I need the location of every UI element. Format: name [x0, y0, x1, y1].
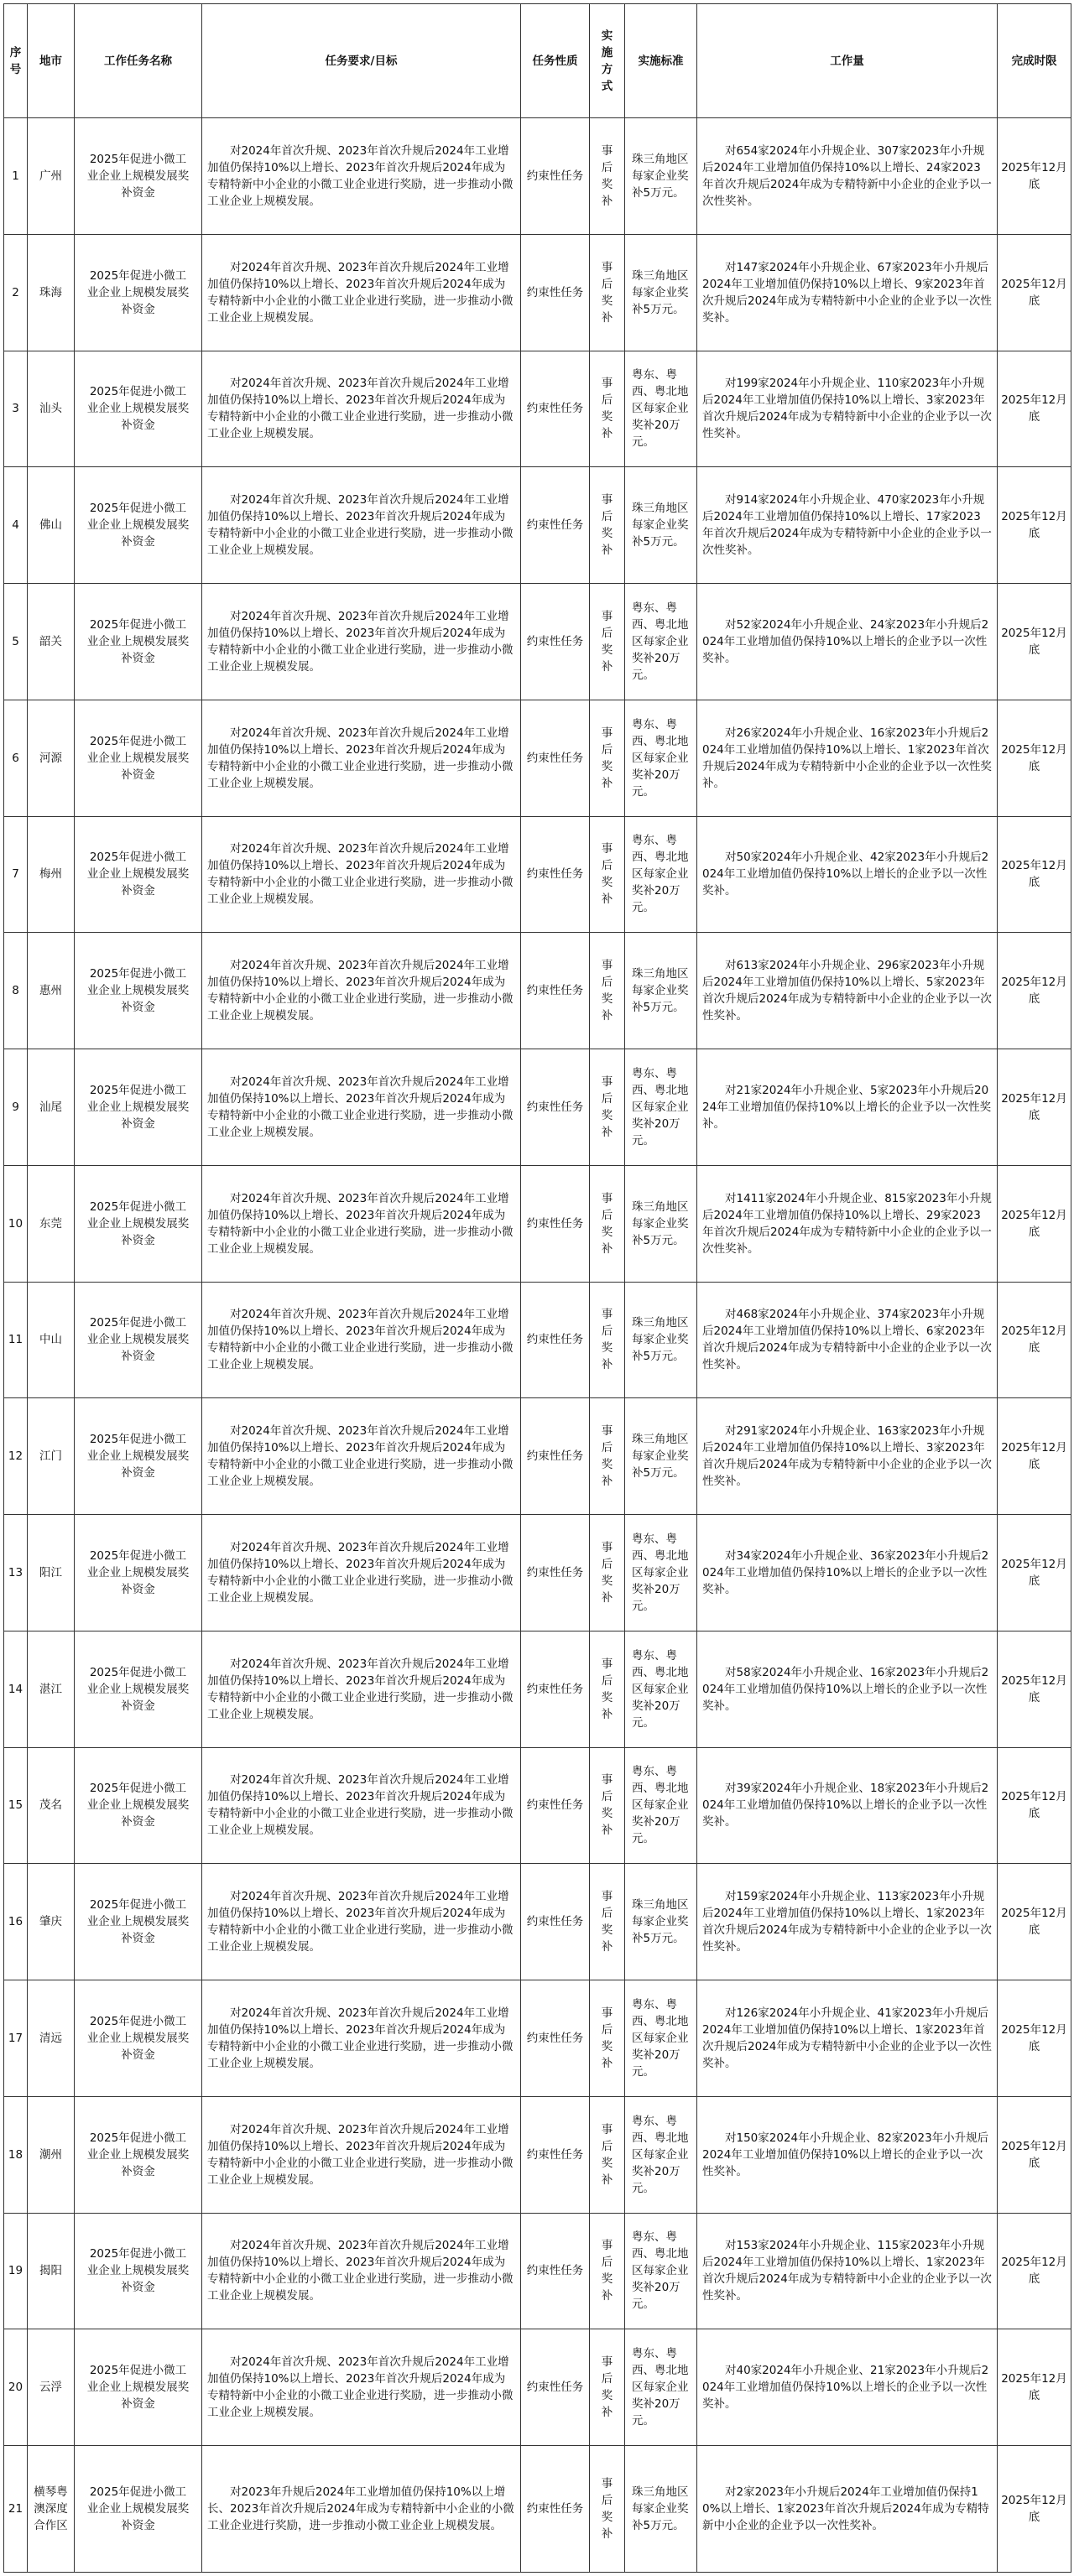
row-standard: 粤东、粤西、粤北地区每家企业奖补20万元。	[625, 2213, 697, 2329]
row-nature: 约束性任务	[521, 2096, 590, 2213]
row-standard: 粤东、粤西、粤北地区每家企业奖补20万元。	[625, 1515, 697, 1631]
row-standard: 粤东、粤西、粤北地区每家企业奖补20万元。	[625, 1980, 697, 2097]
table-row	[4, 1398, 1071, 1515]
table-row	[4, 2446, 1071, 2573]
row-workload: 对52家2024年小升规企业、24家2023年小升规后2024年工业增加值仍保持10%以上增长的企业予以一次性奖补。	[697, 584, 998, 700]
row-task-name: 2025年促进小微工业企业上规模发展奖补资金	[75, 1049, 202, 1166]
table-row	[4, 584, 1071, 700]
row-standard: 珠三角地区每家企业奖补5万元。	[625, 467, 697, 584]
row-deadline: 2025年12月底	[998, 2446, 1071, 2573]
header-due: 完成时限	[998, 4, 1071, 118]
row-city: 韶关	[28, 584, 75, 700]
table-row	[4, 467, 1071, 584]
table-row	[4, 1864, 1071, 1980]
row-deadline: 2025年12月底	[998, 351, 1071, 467]
row-method: 事后奖补	[590, 1515, 625, 1631]
row-standard: 粤东、粤西、粤北地区每家企业奖补20万元。	[625, 2329, 697, 2446]
row-standard: 粤东、粤西、粤北地区每家企业奖补20万元。	[625, 584, 697, 700]
table-row	[4, 2096, 1071, 2213]
row-standard: 粤东、粤西、粤北地区每家企业奖补20万元。	[625, 1049, 697, 1166]
row-deadline: 2025年12月底	[998, 2329, 1071, 2446]
row-workload: 对2家2023年小升规后2024年工业增加值仍保持10%以上增长、1家2023年首次升规后2024年成为专精特新中小企业的企业予以一次性奖补。	[697, 2446, 998, 2573]
row-number: 6	[4, 700, 28, 816]
row-requirement: 对2024年首次升规、2023年首次升规后2024年工业增加值仍保持10%以上增长、2023年首次升规后2024年成为专精特新中小企业的小微工业企业进行奖励，进一步推动小微工业企业上规模发展。	[202, 700, 521, 816]
row-requirement: 对2024年首次升规、2023年首次升规后2024年工业增加值仍保持10%以上增长、2023年首次升规后2024年成为专精特新中小企业的小微工业企业进行奖励，进一步推动小微工业企业上规模发展。	[202, 1515, 521, 1631]
row-method: 事后奖补	[590, 1165, 625, 1282]
row-method: 事后奖补	[590, 1631, 625, 1747]
row-deadline: 2025年12月底	[998, 2213, 1071, 2329]
row-task-name: 2025年促进小微工业企业上规模发展奖补资金	[75, 467, 202, 584]
row-standard: 粤东、粤西、粤北地区每家企业奖补20万元。	[625, 1631, 697, 1747]
row-workload: 对150家2024年小升规企业、82家2023年小升规后2024年工业增加值仍保持10%以上增长的企业予以一次性奖补。	[697, 2096, 998, 2213]
row-number: 3	[4, 351, 28, 467]
row-requirement: 对2024年首次升规、2023年首次升规后2024年工业增加值仍保持10%以上增长、2023年首次升规后2024年成为专精特新中小企业的小微工业企业进行奖励，进一步推动小微工业企业上规模发展。	[202, 351, 521, 467]
row-city: 潮州	[28, 2096, 75, 2213]
row-workload: 对26家2024年小升规企业、16家2023年小升规后2024年工业增加值仍保持10%以上增长、1家2023年首次升规后2024年成为专精特新中小企业的企业予以一次性奖补。	[697, 700, 998, 816]
table-row	[4, 816, 1071, 933]
table-row	[4, 351, 1071, 467]
row-method: 事后奖补	[590, 118, 625, 235]
row-requirement: 对2024年首次升规、2023年首次升规后2024年工业增加值仍保持10%以上增长、2023年首次升规后2024年成为专精特新中小企业的小微工业企业进行奖励，进一步推动小微工业企业上规模发展。	[202, 2329, 521, 2446]
row-nature: 约束性任务	[521, 234, 590, 351]
row-city: 清远	[28, 1980, 75, 2097]
row-task-name: 2025年促进小微工业企业上规模发展奖补资金	[75, 1747, 202, 1864]
row-requirement: 对2024年首次升规、2023年首次升规后2024年工业增加值仍保持10%以上增长、2023年首次升规后2024年成为专精特新中小企业的小微工业企业进行奖励，进一步推动小微工业企业上规模发展。	[202, 1282, 521, 1398]
row-deadline: 2025年12月底	[998, 1049, 1071, 1166]
row-number: 8	[4, 933, 28, 1049]
row-number: 14	[4, 1631, 28, 1747]
row-workload: 对654家2024年小升规企业、307家2023年小升规后2024年工业增加值仍保持10%以上增长、24家2023年首次升规后2024年成为专精特新中小企业的企业予以一次性奖补。	[697, 118, 998, 235]
row-city: 江门	[28, 1398, 75, 1515]
row-city: 阳江	[28, 1515, 75, 1631]
row-workload: 对50家2024年小升规企业、42家2023年小升规后2024年工业增加值仍保持10%以上增长的企业予以一次性奖补。	[697, 816, 998, 933]
header-nature: 任务性质	[521, 4, 590, 118]
row-task-name: 2025年促进小微工业企业上规模发展奖补资金	[75, 2329, 202, 2446]
row-city: 横琴粤澳深度合作区	[28, 2446, 75, 2573]
row-task-name: 2025年促进小微工业企业上规模发展奖补资金	[75, 1631, 202, 1747]
row-city: 肇庆	[28, 1864, 75, 1980]
row-method: 事后奖补	[590, 1398, 625, 1515]
row-workload: 对34家2024年小升规企业、36家2023年小升规后2024年工业增加值仍保持10%以上增长的企业予以一次性奖补。	[697, 1515, 998, 1631]
row-requirement: 对2024年首次升规、2023年首次升规后2024年工业增加值仍保持10%以上增长、2023年首次升规后2024年成为专精特新中小企业的小微工业企业进行奖励，进一步推动小微工业企业上规模发展。	[202, 234, 521, 351]
row-deadline: 2025年12月底	[998, 234, 1071, 351]
row-standard: 珠三角地区每家企业奖补5万元。	[625, 118, 697, 235]
row-city: 东莞	[28, 1165, 75, 1282]
table-row	[4, 700, 1071, 816]
row-method: 事后奖补	[590, 584, 625, 700]
row-method: 事后奖补	[590, 351, 625, 467]
row-nature: 约束性任务	[521, 1282, 590, 1398]
row-workload: 对914家2024年小升规企业、470家2023年小升规后2024年工业增加值仍保持10%以上增长、17家2023年首次升规后2024年成为专精特新中小企业的企业予以一次性奖补。	[697, 467, 998, 584]
row-standard: 珠三角地区每家企业奖补5万元。	[625, 2446, 697, 2573]
row-requirement: 对2024年首次升规、2023年首次升规后2024年工业增加值仍保持10%以上增长、2023年首次升规后2024年成为专精特新中小企业的小微工业企业进行奖励，进一步推动小微工业企业上规模发展。	[202, 2096, 521, 2213]
row-task-name: 2025年促进小微工业企业上规模发展奖补资金	[75, 1980, 202, 2097]
row-method: 事后奖补	[590, 2213, 625, 2329]
row-nature: 约束性任务	[521, 816, 590, 933]
row-method: 事后奖补	[590, 1864, 625, 1980]
row-nature: 约束性任务	[521, 118, 590, 235]
row-number: 1	[4, 118, 28, 235]
row-standard: 珠三角地区每家企业奖补5万元。	[625, 1864, 697, 1980]
table-row	[4, 118, 1071, 235]
row-standard: 珠三角地区每家企业奖补5万元。	[625, 1165, 697, 1282]
row-nature: 约束性任务	[521, 2329, 590, 2446]
row-requirement: 对2024年首次升规、2023年首次升规后2024年工业增加值仍保持10%以上增长、2023年首次升规后2024年成为专精特新中小企业的小微工业企业进行奖励，进一步推动小微工业企业上规模发展。	[202, 1864, 521, 1980]
row-task-name: 2025年促进小微工业企业上规模发展奖补资金	[75, 351, 202, 467]
row-method: 事后奖补	[590, 2096, 625, 2213]
row-task-name: 2025年促进小微工业企业上规模发展奖补资金	[75, 1515, 202, 1631]
row-requirement: 对2023年升规后2024年工业增加值仍保持10%以上增长、2023年首次升规后2024年成为专精特新中小企业的小微工业企业进行奖励，进一步推动小微工业企业上规模发展。	[202, 2446, 521, 2573]
row-deadline: 2025年12月底	[998, 933, 1071, 1049]
row-city: 梅州	[28, 816, 75, 933]
row-workload: 对468家2024年小升规企业、374家2023年小升规后2024年工业增加值仍保持10%以上增长、6家2023年首次升规后2024年成为专精特新中小企业的企业予以一次性奖补。	[697, 1282, 998, 1398]
row-deadline: 2025年12月底	[998, 1398, 1071, 1515]
header-req: 任务要求/目标	[202, 4, 521, 118]
table-row	[4, 933, 1071, 1049]
row-task-name: 2025年促进小微工业企业上规模发展奖补资金	[75, 234, 202, 351]
row-deadline: 2025年12月底	[998, 584, 1071, 700]
row-nature: 约束性任务	[521, 1631, 590, 1747]
row-nature: 约束性任务	[521, 351, 590, 467]
row-number: 9	[4, 1049, 28, 1166]
header-way: 实施方式	[590, 4, 625, 118]
row-nature: 约束性任务	[521, 1398, 590, 1515]
table-row	[4, 1980, 1071, 2097]
row-city: 湛江	[28, 1631, 75, 1747]
row-workload: 对40家2024年小升规企业、21家2023年小升规后2024年工业增加值仍保持10%以上增长的企业予以一次性奖补。	[697, 2329, 998, 2446]
row-deadline: 2025年12月底	[998, 1282, 1071, 1398]
header-work: 工作量	[697, 4, 998, 118]
row-standard: 珠三角地区每家企业奖补5万元。	[625, 1398, 697, 1515]
row-standard: 粤东、粤西、粤北地区每家企业奖补20万元。	[625, 700, 697, 816]
table-row	[4, 2329, 1071, 2446]
row-nature: 约束性任务	[521, 1515, 590, 1631]
row-workload: 对39家2024年小升规企业、18家2023年小升规后2024年工业增加值仍保持10%以上增长的企业予以一次性奖补。	[697, 1747, 998, 1864]
row-deadline: 2025年12月底	[998, 1747, 1071, 1864]
table-row	[4, 1515, 1071, 1631]
row-workload: 对159家2024年小升规企业、113家2023年小升规后2024年工业增加值仍保持10%以上增长、1家2023年首次升规后2024年成为专精特新中小企业的企业予以一次性奖补。	[697, 1864, 998, 1980]
row-requirement: 对2024年首次升规、2023年首次升规后2024年工业增加值仍保持10%以上增长、2023年首次升规后2024年成为专精特新中小企业的小微工业企业进行奖励，进一步推动小微工业企业上规模发展。	[202, 118, 521, 235]
row-workload: 对291家2024年小升规企业、163家2023年小升规后2024年工业增加值仍保持10%以上增长、3家2023年首次升规后2024年成为专精特新中小企业的企业予以一次性奖补。	[697, 1398, 998, 1515]
table-row	[4, 1747, 1071, 1864]
row-task-name: 2025年促进小微工业企业上规模发展奖补资金	[75, 1165, 202, 1282]
row-method: 事后奖补	[590, 816, 625, 933]
row-requirement: 对2024年首次升规、2023年首次升规后2024年工业增加值仍保持10%以上增长、2023年首次升规后2024年成为专精特新中小企业的小微工业企业进行奖励，进一步推动小微工业企业上规模发展。	[202, 1398, 521, 1515]
task-table	[3, 3, 1071, 2573]
row-number: 21	[4, 2446, 28, 2573]
row-requirement: 对2024年首次升规、2023年首次升规后2024年工业增加值仍保持10%以上增长、2023年首次升规后2024年成为专精特新中小企业的小微工业企业进行奖励，进一步推动小微工业企业上规模发展。	[202, 816, 521, 933]
row-workload: 对21家2024年小升规企业、5家2023年小升规后2024年工业增加值仍保持10%以上增长的企业予以一次性奖补。	[697, 1049, 998, 1166]
row-workload: 对58家2024年小升规企业、16家2023年小升规后2024年工业增加值仍保持10%以上增长的企业予以一次性奖补。	[697, 1631, 998, 1747]
header-city: 地市	[28, 4, 75, 118]
row-requirement: 对2024年首次升规、2023年首次升规后2024年工业增加值仍保持10%以上增长、2023年首次升规后2024年成为专精特新中小企业的小微工业企业进行奖励，进一步推动小微工业企业上规模发展。	[202, 1980, 521, 2097]
row-requirement: 对2024年首次升规、2023年首次升规后2024年工业增加值仍保持10%以上增长、2023年首次升规后2024年成为专精特新中小企业的小微工业企业进行奖励，进一步推动小微工业企业上规模发展。	[202, 1049, 521, 1166]
row-task-name: 2025年促进小微工业企业上规模发展奖补资金	[75, 584, 202, 700]
row-requirement: 对2024年首次升规、2023年首次升规后2024年工业增加值仍保持10%以上增长、2023年首次升规后2024年成为专精特新中小企业的小微工业企业进行奖励，进一步推动小微工业企业上规模发展。	[202, 933, 521, 1049]
row-deadline: 2025年12月底	[998, 1980, 1071, 2097]
table-row	[4, 1631, 1071, 1747]
row-standard: 珠三角地区每家企业奖补5万元。	[625, 1282, 697, 1398]
header-std: 实施标准	[625, 4, 697, 118]
row-number: 2	[4, 234, 28, 351]
row-city: 云浮	[28, 2329, 75, 2446]
row-task-name: 2025年促进小微工业企业上规模发展奖补资金	[75, 2096, 202, 2213]
row-deadline: 2025年12月底	[998, 467, 1071, 584]
row-requirement: 对2024年首次升规、2023年首次升规后2024年工业增加值仍保持10%以上增长、2023年首次升规后2024年成为专精特新中小企业的小微工业企业进行奖励，进一步推动小微工业企业上规模发展。	[202, 467, 521, 584]
row-deadline: 2025年12月底	[998, 1515, 1071, 1631]
row-city: 汕尾	[28, 1049, 75, 1166]
row-method: 事后奖补	[590, 1282, 625, 1398]
row-nature: 约束性任务	[521, 1980, 590, 2097]
row-method: 事后奖补	[590, 2446, 625, 2573]
row-number: 5	[4, 584, 28, 700]
table-row	[4, 2213, 1071, 2329]
row-method: 事后奖补	[590, 1747, 625, 1864]
row-nature: 约束性任务	[521, 1049, 590, 1166]
row-nature: 约束性任务	[521, 467, 590, 584]
row-method: 事后奖补	[590, 234, 625, 351]
row-city: 中山	[28, 1282, 75, 1398]
row-nature: 约束性任务	[521, 700, 590, 816]
row-task-name: 2025年促进小微工业企业上规模发展奖补资金	[75, 2446, 202, 2573]
row-number: 17	[4, 1980, 28, 2097]
row-city: 茂名	[28, 1747, 75, 1864]
row-nature: 约束性任务	[521, 1864, 590, 1980]
row-requirement: 对2024年首次升规、2023年首次升规后2024年工业增加值仍保持10%以上增长、2023年首次升规后2024年成为专精特新中小企业的小微工业企业进行奖励，进一步推动小微工业企业上规模发展。	[202, 584, 521, 700]
row-standard: 粤东、粤西、粤北地区每家企业奖补20万元。	[625, 2096, 697, 2213]
row-standard: 粤东、粤西、粤北地区每家企业奖补20万元。	[625, 816, 697, 933]
table-row	[4, 1049, 1071, 1166]
row-workload: 对1411家2024年小升规企业、815家2023年小升规后2024年工业增加值仍保持10%以上增长、29家2023年首次升规后2024年成为专精特新中小企业的企业予以一次性奖补。	[697, 1165, 998, 1282]
row-deadline: 2025年12月底	[998, 1165, 1071, 1282]
row-deadline: 2025年12月底	[998, 118, 1071, 235]
row-deadline: 2025年12月底	[998, 1864, 1071, 1980]
row-city: 广州	[28, 118, 75, 235]
row-city: 佛山	[28, 467, 75, 584]
row-method: 事后奖补	[590, 700, 625, 816]
row-standard: 珠三角地区每家企业奖补5万元。	[625, 933, 697, 1049]
row-number: 16	[4, 1864, 28, 1980]
row-standard: 粤东、粤西、粤北地区每家企业奖补20万元。	[625, 1747, 697, 1864]
row-method: 事后奖补	[590, 1980, 625, 2097]
row-number: 20	[4, 2329, 28, 2446]
row-deadline: 2025年12月底	[998, 1631, 1071, 1747]
table-header-row	[4, 4, 1071, 118]
row-city: 河源	[28, 700, 75, 816]
row-workload: 对126家2024年小升规企业、41家2023年小升规后2024年工业增加值仍保持10%以上增长、1家2023年首次升规后2024年成为专精特新中小企业的企业予以一次性奖补。	[697, 1980, 998, 2097]
row-number: 15	[4, 1747, 28, 1864]
table-row	[4, 1282, 1071, 1398]
row-task-name: 2025年促进小微工业企业上规模发展奖补资金	[75, 700, 202, 816]
row-nature: 约束性任务	[521, 2213, 590, 2329]
row-number: 7	[4, 816, 28, 933]
row-task-name: 2025年促进小微工业企业上规模发展奖补资金	[75, 1864, 202, 1980]
row-requirement: 对2024年首次升规、2023年首次升规后2024年工业增加值仍保持10%以上增长、2023年首次升规后2024年成为专精特新中小企业的小微工业企业进行奖励，进一步推动小微工业企业上规模发展。	[202, 2213, 521, 2329]
row-city: 惠州	[28, 933, 75, 1049]
row-deadline: 2025年12月底	[998, 700, 1071, 816]
row-requirement: 对2024年首次升规、2023年首次升规后2024年工业增加值仍保持10%以上增长、2023年首次升规后2024年成为专精特新中小企业的小微工业企业进行奖励，进一步推动小微工业企业上规模发展。	[202, 1747, 521, 1864]
row-task-name: 2025年促进小微工业企业上规模发展奖补资金	[75, 1282, 202, 1398]
row-nature: 约束性任务	[521, 1747, 590, 1864]
header-no: 序号	[4, 4, 28, 118]
row-number: 11	[4, 1282, 28, 1398]
row-nature: 约束性任务	[521, 584, 590, 700]
document-page	[3, 3, 1071, 2573]
row-task-name: 2025年促进小微工业企业上规模发展奖补资金	[75, 933, 202, 1049]
row-city: 汕头	[28, 351, 75, 467]
row-nature: 约束性任务	[521, 2446, 590, 2573]
row-deadline: 2025年12月底	[998, 2096, 1071, 2213]
row-workload: 对147家2024年小升规企业、67家2023年小升规后2024年工业增加值仍保持10%以上增长、9家2023年首次升规后2024年成为专精特新中小企业的企业予以一次性奖补。	[697, 234, 998, 351]
row-nature: 约束性任务	[521, 933, 590, 1049]
row-workload: 对153家2024年小升规企业、115家2023年小升规后2024年工业增加值仍保持10%以上增长、1家2023年首次升规后2024年成为专精特新中小企业的企业予以一次性奖补。	[697, 2213, 998, 2329]
row-nature: 约束性任务	[521, 1165, 590, 1282]
header-task: 工作任务名称	[75, 4, 202, 118]
row-number: 12	[4, 1398, 28, 1515]
row-method: 事后奖补	[590, 467, 625, 584]
row-city: 揭阳	[28, 2213, 75, 2329]
row-city: 珠海	[28, 234, 75, 351]
row-deadline: 2025年12月底	[998, 816, 1071, 933]
row-task-name: 2025年促进小微工业企业上规模发展奖补资金	[75, 2213, 202, 2329]
row-number: 19	[4, 2213, 28, 2329]
table-row	[4, 1165, 1071, 1282]
row-standard: 粤东、粤西、粤北地区每家企业奖补20万元。	[625, 351, 697, 467]
row-method: 事后奖补	[590, 933, 625, 1049]
row-number: 13	[4, 1515, 28, 1631]
table-row	[4, 234, 1071, 351]
row-standard: 珠三角地区每家企业奖补5万元。	[625, 234, 697, 351]
row-number: 4	[4, 467, 28, 584]
row-method: 事后奖补	[590, 1049, 625, 1166]
row-workload: 对199家2024年小升规企业、110家2023年小升规后2024年工业增加值仍保持10%以上增长、3家2023年首次升规后2024年成为专精特新中小企业的企业予以一次性奖补。	[697, 351, 998, 467]
row-task-name: 2025年促进小微工业企业上规模发展奖补资金	[75, 1398, 202, 1515]
row-requirement: 对2024年首次升规、2023年首次升规后2024年工业增加值仍保持10%以上增长、2023年首次升规后2024年成为专精特新中小企业的小微工业企业进行奖励，进一步推动小微工业企业上规模发展。	[202, 1631, 521, 1747]
row-requirement: 对2024年首次升规、2023年首次升规后2024年工业增加值仍保持10%以上增长、2023年首次升规后2024年成为专精特新中小企业的小微工业企业进行奖励，进一步推动小微工业企业上规模发展。	[202, 1165, 521, 1282]
row-number: 10	[4, 1165, 28, 1282]
row-method: 事后奖补	[590, 2329, 625, 2446]
row-number: 18	[4, 2096, 28, 2213]
row-task-name: 2025年促进小微工业企业上规模发展奖补资金	[75, 816, 202, 933]
row-workload: 对613家2024年小升规企业、296家2023年小升规后2024年工业增加值仍保持10%以上增长、5家2023年首次升规后2024年成为专精特新中小企业的企业予以一次性奖补。	[697, 933, 998, 1049]
row-task-name: 2025年促进小微工业企业上规模发展奖补资金	[75, 118, 202, 235]
